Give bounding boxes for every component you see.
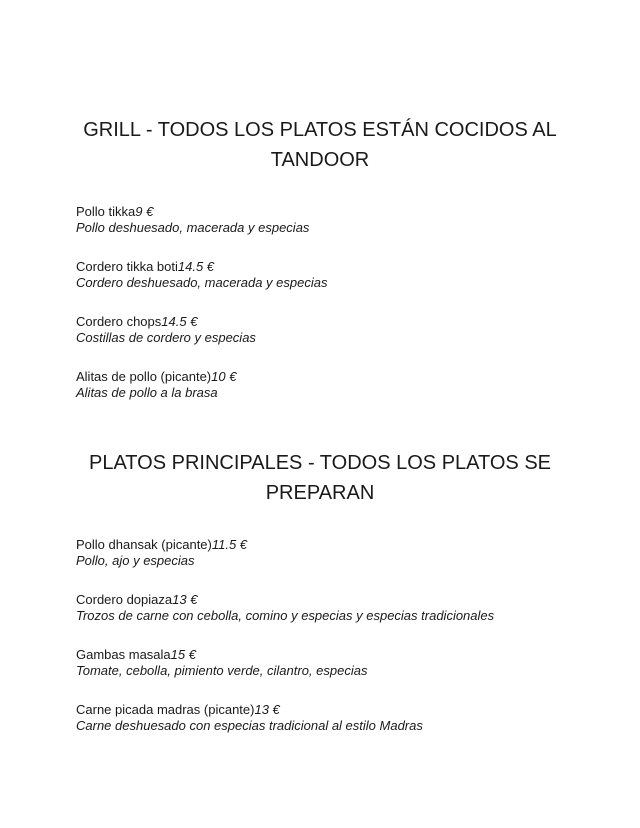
menu-item: [76, 702, 596, 734]
item-price: 13 €: [172, 592, 198, 607]
item-price: 13 €: [254, 702, 280, 717]
item-name: Gambas masala: [76, 647, 171, 662]
item-price: 9 €: [135, 204, 154, 219]
item-description: Tomate, cebolla, pimiento verde, cilantro, especias: [76, 663, 368, 678]
item-description: Costillas de cordero y especias: [76, 330, 256, 345]
item-price: 10 €: [211, 369, 237, 384]
menu-item: [76, 259, 596, 291]
item-name: Cordero chops: [76, 314, 162, 329]
menu-item: [76, 204, 596, 236]
item-name: Carne picada madras (picante): [76, 702, 255, 717]
item-description: Trozos de carne con cebolla, comino y especias y especias tradicionales: [76, 608, 495, 623]
menu-item: [76, 592, 596, 624]
item-description: Pollo, ajo y especias: [76, 553, 195, 568]
item-description: Carne deshuesado con especias tradicional al estilo Madras: [76, 718, 423, 733]
item-description: Pollo deshuesado, macerada y especias: [76, 220, 310, 235]
item-name: Cordero tikka boti: [76, 259, 178, 274]
menu-item: [76, 647, 596, 679]
item-name: Cordero dopiaza: [76, 592, 173, 607]
item-price: 14.5 €: [161, 314, 198, 329]
item-price: 14.5 €: [177, 259, 215, 274]
menu-item: [76, 537, 596, 569]
menu-item: [76, 314, 596, 346]
item-name: Alitas de pollo (picante): [76, 369, 212, 384]
item-price: 15 €: [170, 647, 196, 662]
item-description: Cordero deshuesado, macerada y especias: [76, 275, 328, 290]
section-title-grill: GRILL - TODOS LOS PLATOS ESTÁN COCIDOS AL TANDOOR: [83, 119, 557, 171]
section-title-platos-principales: PLATOS PRINCIPALES - TODOS LOS PLATOS SE PREPARAN: [88, 452, 551, 504]
item-price: 11.5 €: [211, 537, 248, 552]
item-name: Pollo dhansak (picante): [76, 537, 212, 552]
item-name: Pollo tikka: [76, 204, 136, 219]
menu-item: [76, 369, 596, 401]
item-description: Alitas de pollo a la brasa: [76, 385, 218, 400]
